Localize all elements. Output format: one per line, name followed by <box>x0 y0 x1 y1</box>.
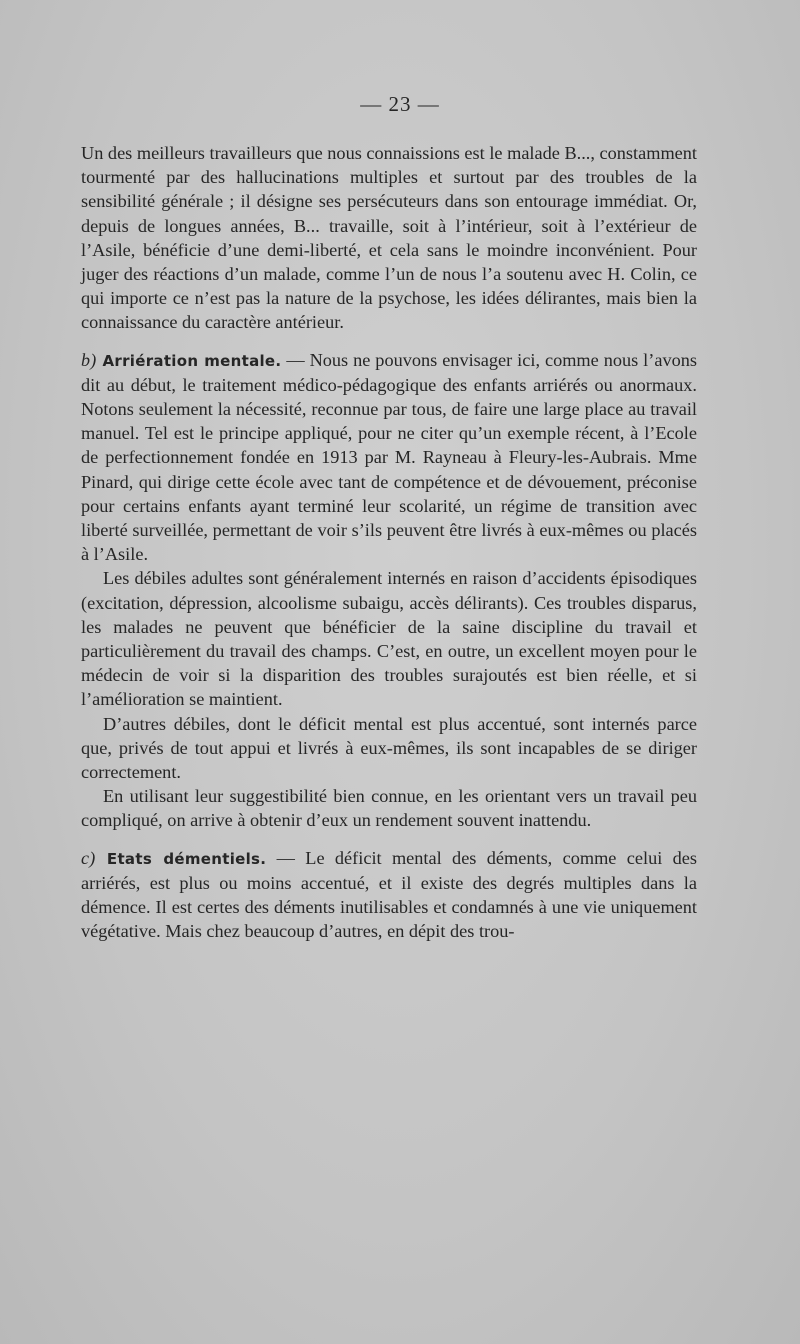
section-b-label <box>81 349 282 370</box>
paragraph-suggestibilite: En utilisant leur suggestibilité bien connue, en les orientant vers un travail peu compliqué, on arrive à obtenir d’eux un rendement souvent inattendu. <box>81 786 697 831</box>
section-c-heading: Etats démentiels. <box>106 849 267 868</box>
section-b-heading: Arriération mentale. <box>102 351 282 370</box>
page-body <box>81 141 697 944</box>
section-b-marker: b) <box>81 349 97 370</box>
paragraph-autres-debiles: D’autres débiles, dont le déficit mental est plus accentué, sont internés parce que, privés de tout appui et livrés à eux-mêmes, ils sont incapables de se diriger correctement. <box>81 713 697 783</box>
section-c-text: — Le déficit mental des déments, comme celui des arriérés, est plus ou moins accentué, et il existe des degrés multiples dans la démence. Il est certes des déments inutilisables et condamnés à une vie uniquement végétative. Mais chez beaucoup d’autres, en dépit des trou- <box>81 847 698 942</box>
section-c-label <box>81 847 267 868</box>
section-b-first-paragraph <box>81 348 697 567</box>
paragraph-intro: Un des meilleurs travailleurs que nous connaissions est le malade B..., constamment tourmenté par des hallucinations multiples et surtout par des troubles de la sensibilité générale ; il désigne ses persécuteurs dans son entourage immédiat. Or, depuis de longues années, B... travaille, soit à l’intérieur, soit à l’extérieur de l’Asile, bénéficie d’une demi-liberté, et cela sans le moindre inconvénient. Pour juger des réactions d’un malade, comme l’un de nous l’a soutenu avec H. Colin, ce qui importe ce n’est pas la nature de la psychose, les idées délirantes, mais bien la connaissance du caractère antérieur. <box>81 143 697 333</box>
section-c-first-paragraph <box>81 846 697 944</box>
section-b-text: — Nous ne pouvons envisager ici, comme nous l’avons dit au début, le traitement médico-pédagogique des enfants arriérés ou anormaux. Notons seulement la nécessité, reconnue par tous, de faire une large place au travail manuel. Tel est le principe appliqué, pour ne citer qu’un exemple récent, à l’Ecole de perfectionnement fondée en 1913 par M. Rayneau à Fleury-les-Aubrais. Mme Pinard, qui dirige cette école avec tant de compétence et de dévouement, préconise pour certains enfants ayant terminé leur scolarité, un régime de transition avec liberté surveillée, permettant de voir s’ils peuvent être livrés à eux-mêmes ou placés à l’Asile. <box>81 349 697 565</box>
paragraph-debiles-adultes: Les débiles adultes sont généralement internés en raison d’accidents épisodiques (excitation, dépression, alcoolisme subaigu, accès délirants). Ces troubles disparus, les malades ne peuvent que bénéficier de la saine discipline du travail et particulièrement du travail des champs. C’est, en outre, un excellent moyen pour le médecin de voir si la disparition des troubles surajoutés est bien réelle, et si l’amélioration se maintient. <box>81 568 697 710</box>
section-c-marker: c) <box>81 847 96 868</box>
page-number: — 23 — <box>360 92 440 116</box>
